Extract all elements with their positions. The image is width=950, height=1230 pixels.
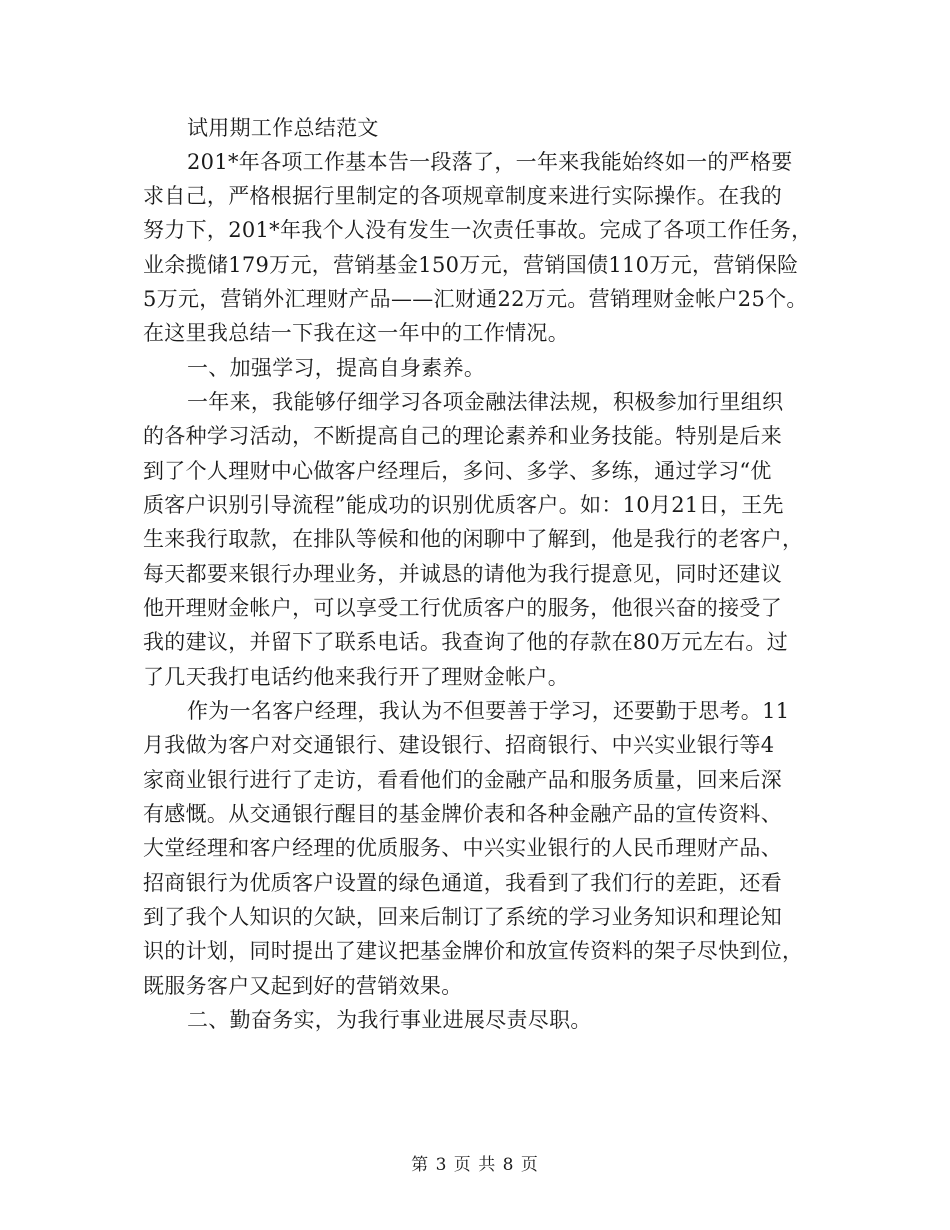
paragraph-line: 努力下，201*年我个人没有发生一次责任事故。完成了各项工作任务， — [143, 218, 813, 242]
paragraph-line: 作为一名客户经理，我认为不但要善于学习，还要勤于思考。11 — [187, 699, 790, 723]
paragraph-line: 有感慨。从交通银行醒目的基金牌价表和各种金融产品的宣传资料、 — [143, 802, 782, 826]
paragraph-line: 大堂经理和客户经理的优质服务、中兴实业银行的人民币理财产品、 — [143, 836, 782, 860]
paragraph-line: 我的建议，并留下了联系电话。我查询了他的存款在80万元左右。过 — [143, 630, 789, 654]
paragraph-line: 家商业银行进行了走访，看看他们的金融产品和服务质量，回来后深 — [143, 768, 782, 792]
page-number: 第 3 页 共 8 页 — [411, 1155, 539, 1175]
paragraph-line: 质客户识别引导流程”能成功的识别优质客户。如：10月21日，王先 — [143, 493, 784, 517]
paragraph-line: 到了个人理财中心做客户经理后，多问、多学、多练，通过学习“优 — [143, 459, 772, 483]
paragraph-line: 业余揽储179万元，营销基金150万元，营销国债110万元，营销保险 — [143, 253, 799, 277]
paragraph-line: 招商银行为优质客户设置的绿色通道，我看到了我们行的差距，还看 — [143, 871, 782, 895]
paragraph-line: 识的计划，同时提出了建议把基金牌价和放宣传资料的架子尽快到位， — [143, 939, 804, 963]
paragraph-line: 月我做为客户对交通银行、建设银行、招商银行、中兴实业银行等4 — [143, 733, 775, 757]
paragraph-line: 5万元，营销外汇理财产品——汇财通22万元。营销理财金帐户25个。 — [143, 287, 808, 311]
paragraph-line: 既服务客户又起到好的营销效果。 — [143, 974, 463, 998]
section-heading: 一、加强学习，提高自身素养。 — [187, 356, 486, 380]
paragraph-line: 到了我个人知识的欠缺，回来后制订了系统的学习业务知识和理论知 — [143, 905, 782, 929]
paragraph-line: 一年来，我能够仔细学习各项金融法律法规，积极参加行里组织 — [187, 390, 784, 414]
document-title: 试用期工作总结范文 — [187, 116, 379, 140]
paragraph-line: 201*年各项工作基本告一段落了，一年来我能始终如一的严格要 — [187, 150, 793, 174]
section-heading: 二、勤奋务实，为我行事业进展尽责尽职。 — [187, 1008, 592, 1032]
paragraph-line: 生来我行取款，在排队等候和他的闲聊中了解到，他是我行的老客户， — [143, 527, 804, 551]
paragraph-line: 每天都要来银行办理业务，并诚恳的请他为我行提意见，同时还建议 — [143, 562, 782, 586]
paragraph-line: 了几天我打电话约他来我行开了理财金帐户。 — [143, 665, 569, 689]
paragraph-line: 在这里我总结一下我在这一年中的工作情况。 — [143, 321, 569, 345]
paragraph-line: 他开理财金帐户，可以享受工行优质客户的服务，他很兴奋的接受了 — [143, 596, 782, 620]
paragraph-line: 的各种学习活动，不断提高自己的理论素养和业务技能。特别是后来 — [143, 424, 782, 448]
paragraph-line: 求自己，严格根据行里制定的各项规章制度来进行实际操作。在我的 — [143, 184, 782, 208]
